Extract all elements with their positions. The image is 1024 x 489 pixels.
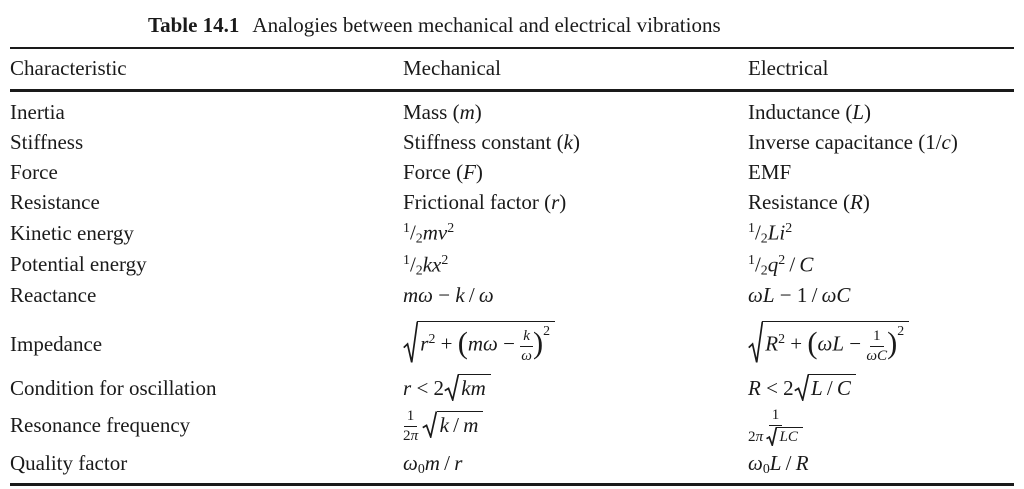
fraction: $\frac{1}{\omega C}$ <box>866 327 888 364</box>
cell-mechanical: ω0m / r <box>403 451 463 477</box>
table-row <box>10 158 1014 188</box>
cell-characteristic: Impedance <box>10 331 103 356</box>
cell-electrical <box>748 311 1014 372</box>
table-number: Table 14.1 <box>148 13 240 37</box>
table-header <box>10 48 1014 91</box>
radical: LC <box>766 427 803 446</box>
cell-mechanical: $^1/2mv^2$ <box>403 220 455 246</box>
fraction: $\frac{k}{\omega}$ <box>521 327 532 364</box>
cell-electrical <box>748 404 1014 449</box>
cell-electrical: ω0L / R <box>748 451 809 477</box>
cell-mechanical <box>403 404 748 449</box>
cell-characteristic: Resistance <box>10 190 100 214</box>
cell-characteristic: Resonance frequency <box>10 412 191 437</box>
table-row <box>10 128 1014 158</box>
cell-characteristic: Reactance <box>10 283 97 308</box>
cell-mechanical: mω − k / ω <box>403 283 494 308</box>
table-row <box>10 218 1014 250</box>
table-row <box>10 91 1014 129</box>
table-row <box>10 449 1014 485</box>
cell-electrical: Resistance (R) <box>748 190 870 214</box>
cell-electrical: Inductance (L) <box>748 100 872 124</box>
cell-mechanical <box>403 311 748 372</box>
fraction: 1 2π LC <box>748 407 803 446</box>
cell-characteristic: Quality factor <box>10 451 128 476</box>
cell-characteristic: Potential energy <box>10 252 147 277</box>
cell-mechanical: Stiffness constant (k) <box>403 130 580 154</box>
radical: $r^2 + (m\omega$ − $\frac{k}{\omega}$ )$^2$ <box>403 321 555 364</box>
radical-sign-icon <box>403 321 418 364</box>
cell-electrical: R < 2 L / C <box>748 372 1014 404</box>
cell-electrical: $^1/2q^2$ / C <box>748 251 814 278</box>
column-header-mechanical: Mechanical <box>403 48 748 91</box>
cell-characteristic: Condition for oscillation <box>10 376 217 401</box>
header-row <box>10 48 1014 91</box>
cell-electrical: $^1$/2Li$^2$ <box>748 220 793 246</box>
cell-characteristic: Stiffness <box>10 130 84 154</box>
cell-electrical: Inverse capacitance (1/c) <box>748 130 958 154</box>
table-row <box>10 281 1014 311</box>
radical-sign-icon <box>766 427 777 446</box>
page <box>0 13 1024 489</box>
radical: L / C <box>794 374 856 401</box>
cell-electrical: ωL − 1 / ωC <box>748 283 851 308</box>
cell-mechanical: $^1/2kx^2$ <box>403 251 449 278</box>
table-row <box>10 311 1014 372</box>
cell-electrical: EMF <box>748 160 792 184</box>
table-row <box>10 250 1014 282</box>
radical-sign-icon <box>444 374 459 401</box>
column-header-electrical: Electrical <box>748 48 1014 91</box>
cell-mechanical: Frictional factor (r) <box>403 190 567 214</box>
table-row <box>10 372 1014 404</box>
table-caption: Analogies between mechanical and electrical vibrations <box>252 13 721 37</box>
radical: k / m <box>422 411 483 438</box>
column-header-characteristic: Characteristic <box>10 48 403 91</box>
radical-sign-icon <box>422 411 437 438</box>
analogies-table <box>10 47 1014 486</box>
table-title <box>148 13 1024 38</box>
cell-mechanical: r < 2 km <box>403 372 748 404</box>
cell-characteristic: Inertia <box>10 100 65 124</box>
cell-mechanical: Force (F) <box>403 160 483 184</box>
radical-sign-icon <box>794 374 809 401</box>
radical: $R^2 + (\omega L$ − $\frac{1}{\omega C}$ )$^2$ <box>748 321 909 364</box>
cell-mechanical: Mass (m) <box>403 100 482 124</box>
table-row <box>10 188 1014 218</box>
fraction: $\frac{1}{2\pi}$ <box>403 408 419 445</box>
cell-characteristic: Kinetic energy <box>10 220 134 245</box>
radical-sign-icon <box>748 321 763 364</box>
cell-characteristic: Force <box>10 160 58 184</box>
radical: km <box>444 374 491 401</box>
table-row <box>10 404 1014 449</box>
table-body <box>10 91 1014 485</box>
